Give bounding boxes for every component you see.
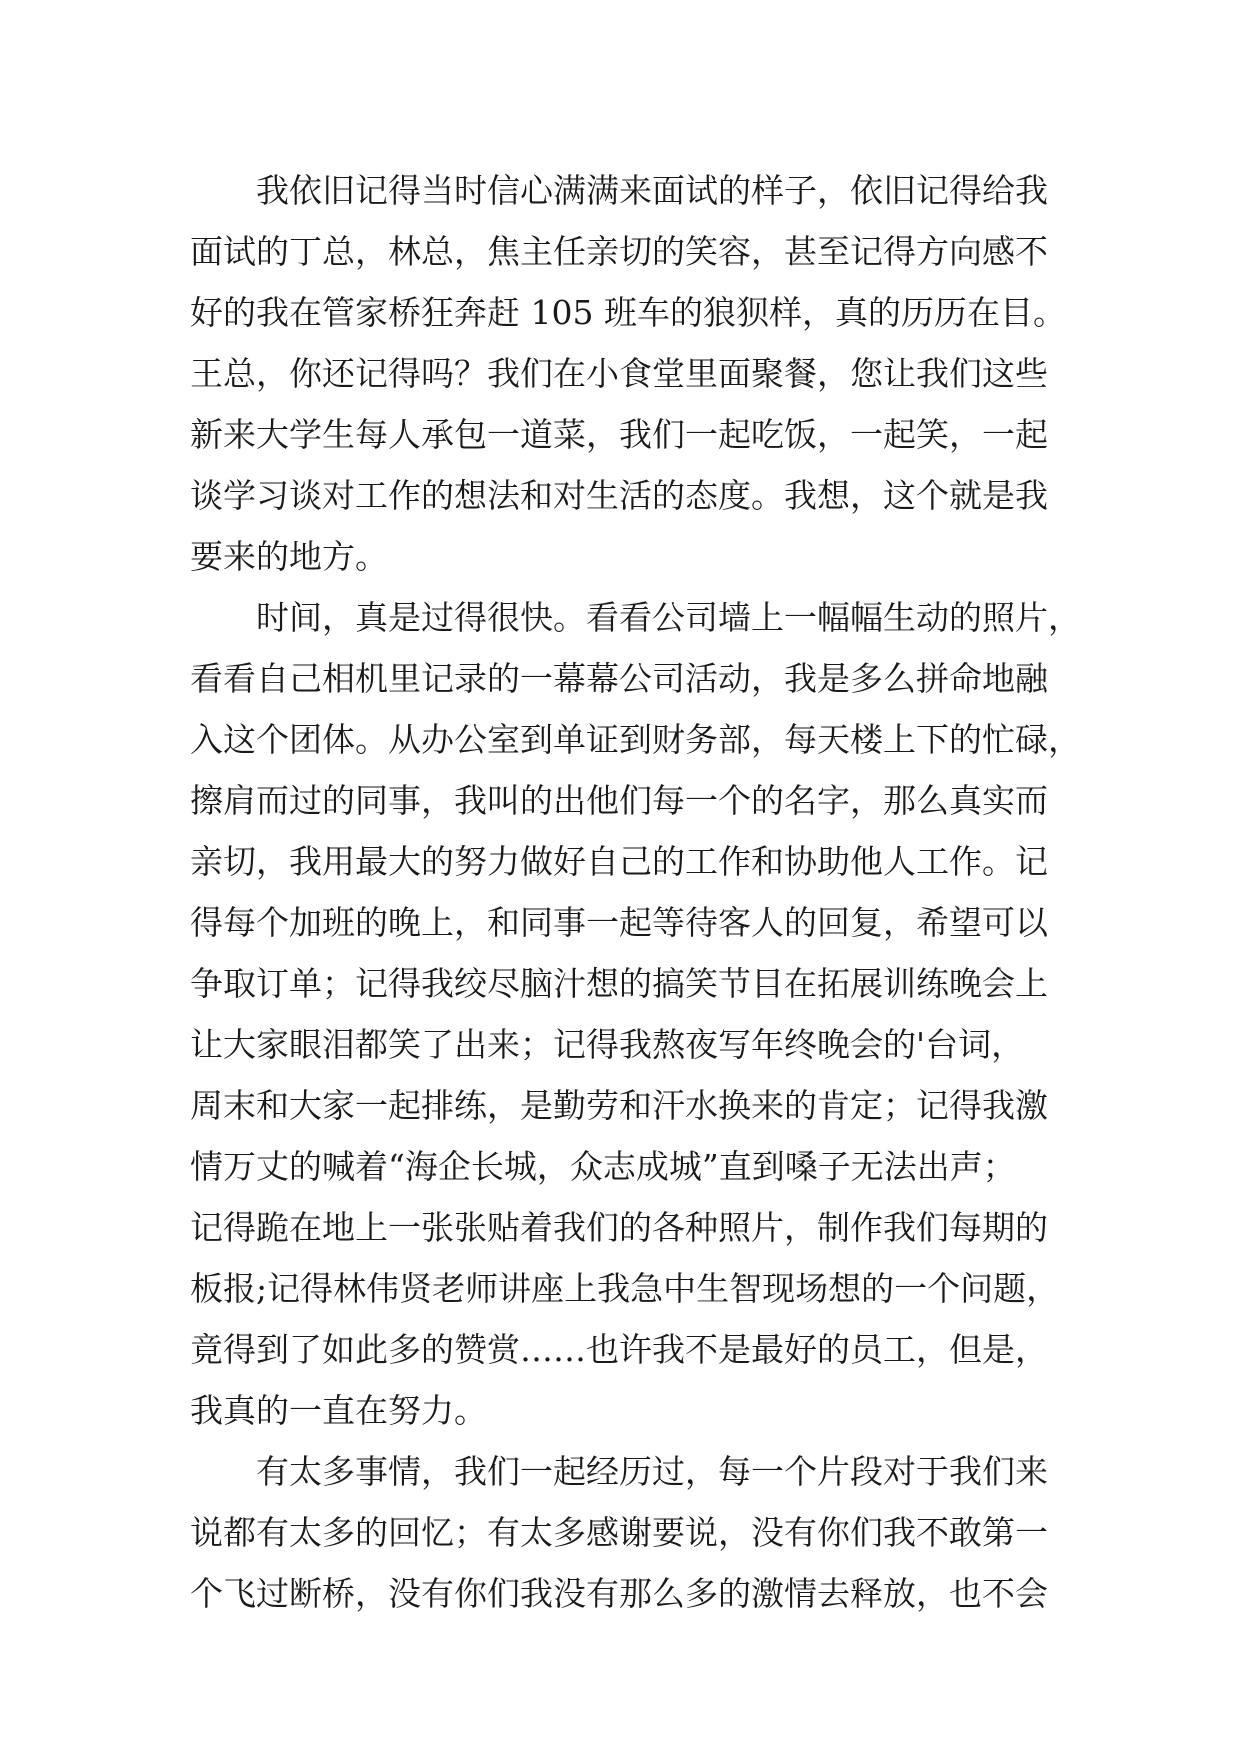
text-line: 个飞过断桥，没有你们我没有那么多的激情去释放，也不会 xyxy=(190,1574,1048,1613)
text-line: 情万丈的喊着“海企长城，众志成城”直到嗓子无法出声； xyxy=(190,1147,1016,1186)
text-line: 王总，你还记得吗？我们在小食堂里面聚餐，您让我们这些 xyxy=(190,354,1048,393)
text-line: 周末和大家一起排练，是勤劳和汗水换来的肯定；记得我激 xyxy=(190,1086,1048,1125)
text-line: 说都有太多的回忆；有太多感谢要说，没有你们我不敢第一 xyxy=(190,1513,1048,1552)
text-line: 争取订单；记得我绞尽脑汁想的搞笑节目在拓展训练晚会上 xyxy=(190,964,1048,1003)
text-line: 谈学习谈对工作的想法和对生活的态度。我想，这个就是我 xyxy=(190,476,1048,515)
text-line: 看看自己相机里记录的一幕幕公司活动，我是多么拼命地融 xyxy=(190,659,1048,698)
paragraph-3 xyxy=(190,1441,1070,1624)
paragraph-1 xyxy=(190,160,1070,587)
text-line: 记得跪在地上一张张贴着我们的各种照片，制作我们每期的 xyxy=(190,1208,1048,1247)
text-line: 时间，真是过得很快。看看公司墙上一幅幅生动的照片， xyxy=(256,598,1081,637)
text-line: 亲切，我用最大的努力做好自己的工作和协助他人工作。记 xyxy=(190,842,1048,881)
text-line: 让大家眼泪都笑了出来；记得我熬夜写年终晚会的'台词， xyxy=(190,1025,1025,1064)
text-line: 新来大学生每人承包一道菜，我们一起吃饭，一起笑，一起 xyxy=(190,415,1048,454)
text-line: 面试的丁总，林总，焦主任亲切的笑容，甚至记得方向感不 xyxy=(190,232,1048,271)
text-line: 擦肩而过的同事，我叫的出他们每一个的名字，那么真实而 xyxy=(190,781,1048,820)
body-text xyxy=(190,160,1081,1624)
text-line: 有太多事情，我们一起经历过，每一个片段对于我们来 xyxy=(256,1452,1048,1491)
text-line: 板报;记得林伟贤老师讲座上我急中生智现场想的一个问题， xyxy=(190,1269,1060,1308)
text-line: 得每个加班的晚上，和同事一起等待客人的回复，希望可以 xyxy=(190,903,1048,942)
text-line: 竟得到了如此多的赞赏……也许我不是最好的员工，但是， xyxy=(190,1330,1048,1369)
text-line: 我真的一直在努力。 xyxy=(190,1391,487,1430)
text-line: 要来的地方。 xyxy=(190,537,388,576)
paragraph-2 xyxy=(190,587,1081,1441)
text-line: 入这个团体。从办公室到单证到财务部，每天楼上下的忙碌， xyxy=(190,720,1081,759)
text-line: 好的我在管家桥狂奔赶 105 班车的狼狈样，真的历历在目。 xyxy=(190,293,1066,332)
text-line: 我依旧记得当时信心满满来面试的样子，依旧记得给我 xyxy=(256,171,1048,210)
